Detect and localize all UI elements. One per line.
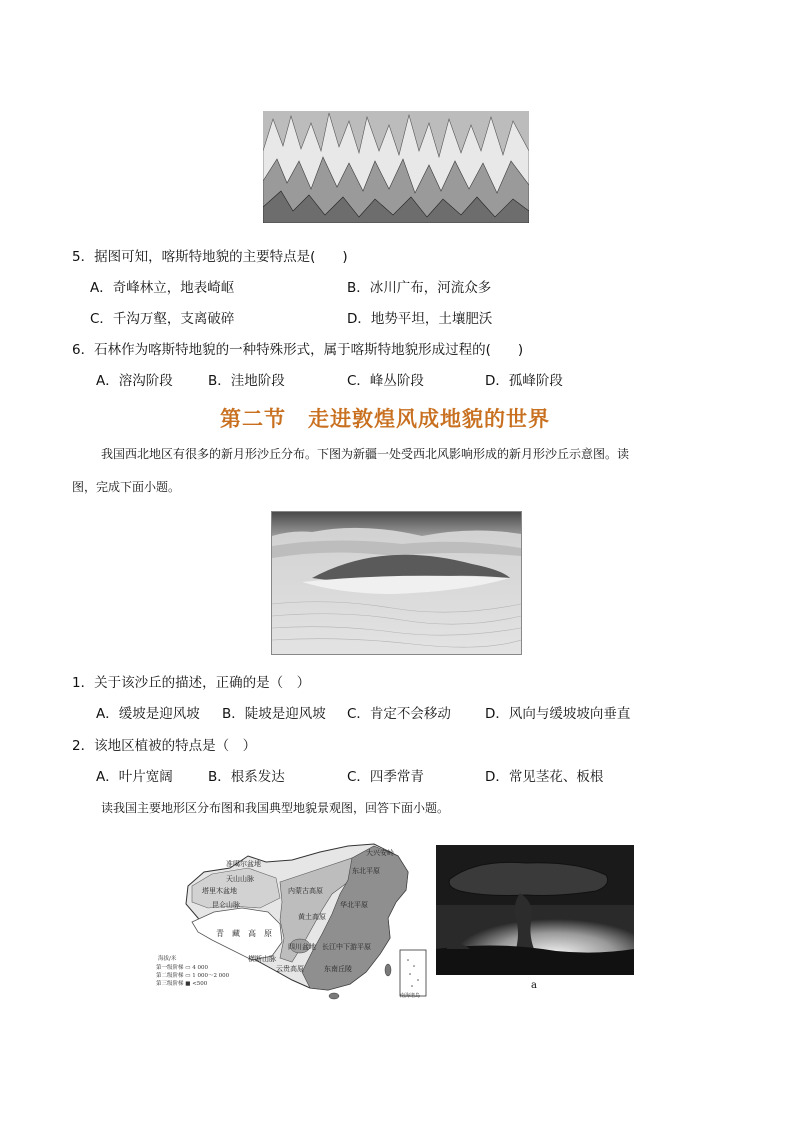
map-legend-row-3: 第三级阶梯 ■ <500: [156, 981, 208, 987]
question-6-stem: 6．石林作为喀斯特地貌的一种特殊形式，属于喀斯特地貌形成过程的( ): [72, 342, 524, 358]
label-qinghai-tibet: 青 藏 高 原: [216, 929, 272, 938]
question-2-option-b: B．根系发达: [208, 769, 285, 785]
mushroom-rock-photo: [436, 845, 634, 975]
label-tianshan: 天山山脉: [226, 875, 254, 883]
question-5-option-c: C．千沟万壑，支离破碎: [90, 311, 235, 327]
label-changjiang: 长江中下游平原: [322, 943, 371, 951]
label-yungui: 云贵高原: [276, 965, 304, 973]
question-5-option-a: A．奇峰林立，地表崎岖: [90, 280, 235, 296]
sand-dune-image: [272, 512, 521, 654]
mushroom-rock-image: [436, 845, 634, 975]
question-1-option-c: C．肯定不会移动: [347, 706, 451, 722]
intro-line-1: 我国西北地区有很多的新月形沙丘分布。下图为新疆一处受西北风影响形成的新月形沙丘示意图。读: [101, 447, 630, 461]
label-southeast: 东南丘陵: [324, 965, 352, 973]
label-huabei: 华北平原: [340, 901, 368, 909]
question-6-option-b: B．洼地阶段: [208, 373, 285, 389]
question-6-option-d: D．孤峰阶段: [485, 373, 563, 389]
question-2-stem: 2．该地区植被的特点是（ ）: [72, 738, 257, 754]
label-greater-khingan: 大兴安岭: [366, 849, 394, 857]
map-legend-title: 海拔/米: [158, 956, 177, 962]
label-junggar: 准噶尔盆地: [226, 860, 261, 868]
intro-line-2: 图，完成下面小题。: [72, 480, 181, 494]
label-kunlun: 昆仑山脉: [212, 901, 240, 909]
label-tarim: 塔里木盆地: [202, 887, 237, 895]
intro-2: 读我国主要地形区分布图和我国典型地貌景观图，回答下面小题。: [101, 801, 450, 815]
label-northeast: 东北平原: [352, 867, 380, 875]
question-2-option-d: D．常见茎花、板根: [485, 769, 604, 785]
photo-caption-a: a: [531, 980, 537, 991]
question-1-option-d: D．风向与缓坡坡向垂直: [485, 706, 631, 722]
question-1-option-a: A．缓坡是迎风坡: [96, 706, 200, 722]
stone-forest-image: [263, 111, 529, 223]
question-1-option-b: B．陡坡是迎风坡: [222, 706, 326, 722]
question-5-option-d: D．地势平坦，土壤肥沃: [347, 311, 493, 327]
section-title: 第二节 走进敦煌风成地貌的世界: [220, 406, 550, 431]
question-2-option-a: A．叶片宽阔: [96, 769, 173, 785]
label-sichuan: 四川盆地: [288, 943, 316, 951]
label-loess: 黄土高原: [298, 913, 326, 921]
stone-forest-photo: [263, 111, 529, 223]
question-2-option-c: C．四季常青: [347, 769, 424, 785]
map-legend-row-2: 第二级阶梯 ▭ 1 000～2 000: [156, 973, 230, 979]
question-6-option-a: A．溶沟阶段: [96, 373, 173, 389]
label-south-sea: 南海诸岛: [400, 993, 421, 999]
label-inner-mongolia: 内蒙古高原: [288, 887, 323, 895]
sand-dune-photo: [271, 511, 522, 655]
question-5-stem: 5．据图可知，喀斯特地貌的主要特点是( ): [72, 249, 348, 265]
label-hengduan: 横断山脉: [248, 955, 276, 963]
question-1-stem: 1．关于该沙丘的描述，正确的是（ ）: [72, 675, 311, 691]
question-6-option-c: C．峰丛阶段: [347, 373, 424, 389]
china-terrain-map: [152, 842, 432, 1002]
map-legend-row-1: 第一级阶梯 ▭ 4 000: [156, 965, 208, 971]
question-5-option-b: B．冰川广布，河流众多: [347, 280, 492, 296]
